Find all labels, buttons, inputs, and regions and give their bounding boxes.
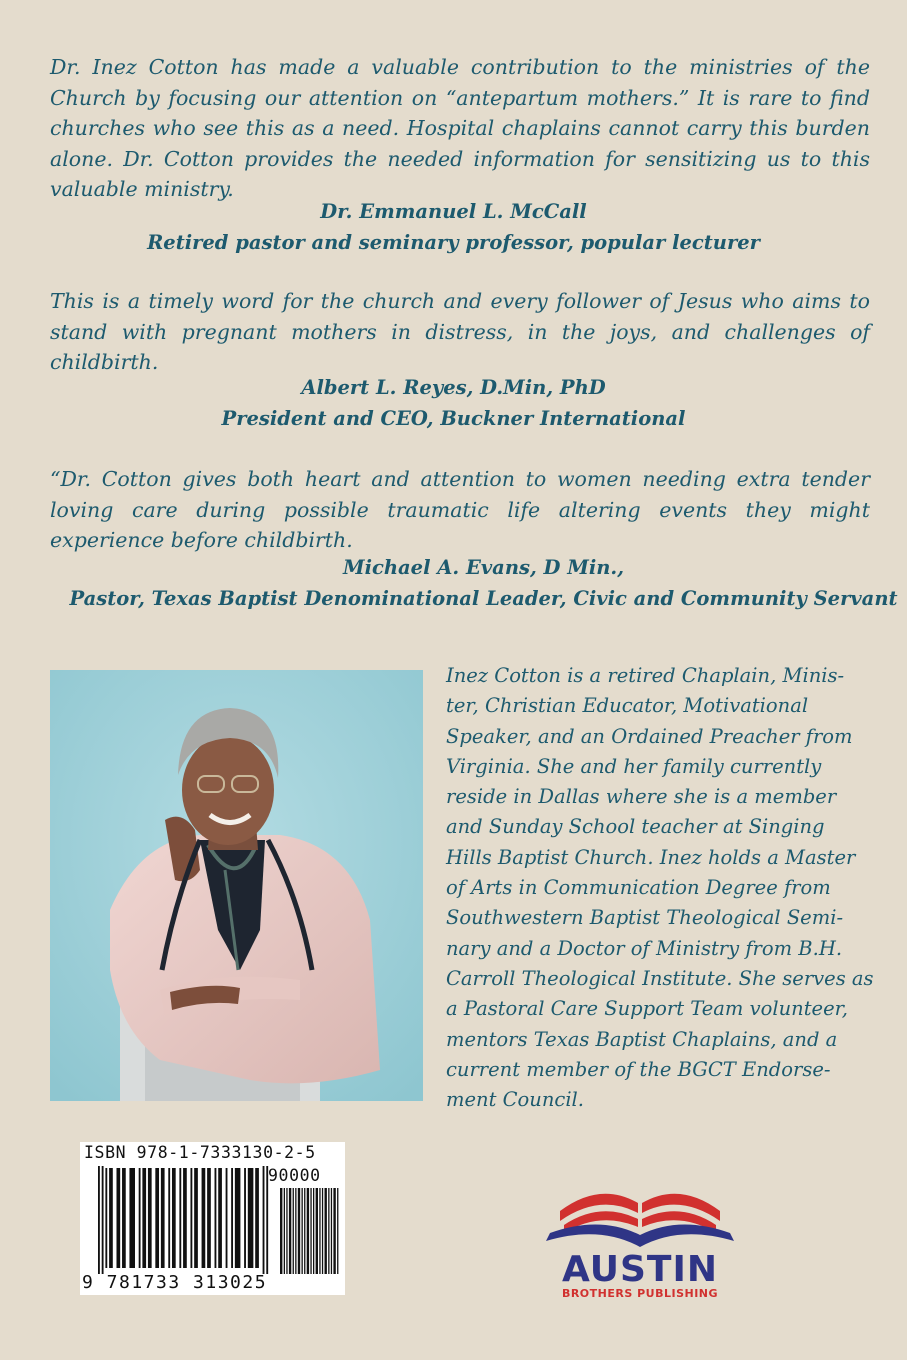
barcode-bar [333, 1188, 335, 1274]
bio-line: ter, Christian Educator, Motivational [446, 694, 809, 718]
endorser-name: Albert L. Reyes, D.Min, PhD [301, 376, 606, 399]
barcode-bar [295, 1188, 296, 1274]
barcode-bar [244, 1168, 246, 1268]
barcode-bar [284, 1188, 285, 1274]
barcode-bar [161, 1168, 165, 1268]
barcode-bar [155, 1168, 159, 1268]
author-photo [50, 670, 423, 1101]
barcode-bar [105, 1168, 107, 1268]
bio-line: nary and a Doctor of Ministry from B.H. [446, 936, 843, 960]
endorsement-quote-1: Dr. Inez Cotton has made a valuable contribution to the ministries of the Church by focusing our attention on “antepartum mothers.” It is rare to find churches who see this as a need. Hospital chaplains cannot carry this burden alone. Dr. Cotton provides the needed information for sensitizing us to this valuable ministry. [50, 55, 870, 201]
barcode-bar [231, 1168, 233, 1268]
bio-line: Virginia. She and her family currently [446, 754, 822, 778]
barcode-bar [255, 1168, 259, 1268]
barcode-bar [337, 1188, 338, 1274]
endorser-title: Pastor, Texas Baptist Denominational Leader, Civic and Community Servant [69, 586, 898, 610]
barcode-bar [218, 1168, 222, 1268]
barcode-bar [286, 1188, 287, 1274]
barcode-bar [263, 1166, 265, 1274]
bio-line: current member of the BGCT Endorse- [446, 1057, 831, 1081]
endorsement-attribution-3 [60, 553, 907, 614]
barcode-bar [266, 1166, 268, 1274]
barcode-bar [293, 1188, 294, 1274]
barcode-bar [202, 1168, 206, 1268]
publisher-subtitle: BROTHERS PUBLISHING [561, 1287, 719, 1300]
barcode-bar [129, 1168, 135, 1268]
barcode-bar [194, 1168, 198, 1268]
barcode-bar [289, 1188, 291, 1274]
barcode-bar [122, 1168, 126, 1268]
barcode-bar [98, 1166, 100, 1274]
barcode-bar [313, 1188, 314, 1274]
bio-line: Southwestern Baptist Theological Semi- [446, 906, 844, 930]
ean-number: 9 781733 313025 [82, 1272, 268, 1293]
barcode-bar [319, 1188, 320, 1274]
barcode-bar [148, 1168, 152, 1268]
barcode-bar [142, 1168, 146, 1268]
barcode-bar [310, 1188, 311, 1274]
barcode-bar [280, 1188, 282, 1274]
barcode-bar [207, 1168, 211, 1268]
barcode-bar [328, 1188, 329, 1274]
bio-line: and Sunday School teacher at Singing [446, 815, 825, 839]
bio-line: Carroll Theological Institute. She serves as [446, 966, 874, 990]
barcode-bar [109, 1168, 113, 1268]
bio-line: ment Council. [446, 1088, 584, 1112]
bio-line: mentors Texas Baptist Chaplains, and a [446, 1027, 838, 1051]
bio-line: of Arts in Communication Degree from [446, 876, 831, 900]
endorsement-attribution-1 [0, 197, 907, 258]
publisher-logo [520, 1175, 760, 1305]
barcode-bar [183, 1168, 187, 1268]
endorsement-quote-3: “Dr. Cotton gives both heart and attention to women needing extra tender loving care during possible traumatic life altering events they might experience before childbirth. [50, 467, 870, 552]
barcode-bar [302, 1188, 303, 1274]
barcode-bar [190, 1168, 192, 1268]
bio-line: Speaker, and an Ordained Preacher from [446, 724, 853, 748]
isbn-barcode [80, 1142, 345, 1295]
barcode-bar [168, 1168, 170, 1268]
barcode-bar [172, 1168, 176, 1268]
barcode-bar [116, 1168, 120, 1268]
price-code: 90000 [268, 1166, 321, 1185]
author-bio [446, 661, 874, 1115]
barcode-bar [331, 1188, 332, 1274]
endorsement-quote-2: This is a timely word for the church and every follower of Jesus who aims to stand with pregnant mothers in distress, in the joys, and challenges of childbirth. [50, 289, 870, 374]
barcode-bar [316, 1188, 318, 1274]
open-book-icon [520, 1175, 760, 1255]
barcode-bar [248, 1168, 254, 1268]
endorsement-attribution-2 [0, 373, 907, 434]
bio-line: a Pastoral Care Support Team volunteer, [446, 997, 848, 1021]
barcode-bar [235, 1168, 241, 1268]
barcode-bar [298, 1188, 300, 1274]
publisher-name: AUSTIN [562, 1249, 718, 1290]
bio-line: Hills Baptist Church. Inez holds a Master [446, 845, 856, 869]
bio-line: Inez Cotton is a retired Chaplain, Minis- [446, 664, 845, 687]
bio-line: reside in Dallas where she is a member [446, 785, 837, 809]
barcode-bar [322, 1188, 323, 1274]
endorser-name: Dr. Emmanuel L. McCall [320, 200, 587, 223]
endorser-name: Michael A. Evans, D Min., [343, 556, 624, 579]
barcode-bar [307, 1188, 309, 1274]
barcode-bar [179, 1168, 181, 1268]
isbn-number: ISBN 978-1-7333130-2-5 [84, 1143, 316, 1162]
endorser-title: Retired pastor and seminary professor, popular lecturer [147, 230, 760, 254]
endorser-title: President and CEO, Buckner International [221, 406, 686, 430]
barcode-bar [304, 1188, 305, 1274]
barcode-bar [139, 1168, 141, 1268]
barcode-bar [102, 1166, 104, 1274]
barcode-bar [226, 1168, 228, 1268]
barcode-bar [215, 1168, 217, 1268]
barcode-bar [325, 1188, 327, 1274]
